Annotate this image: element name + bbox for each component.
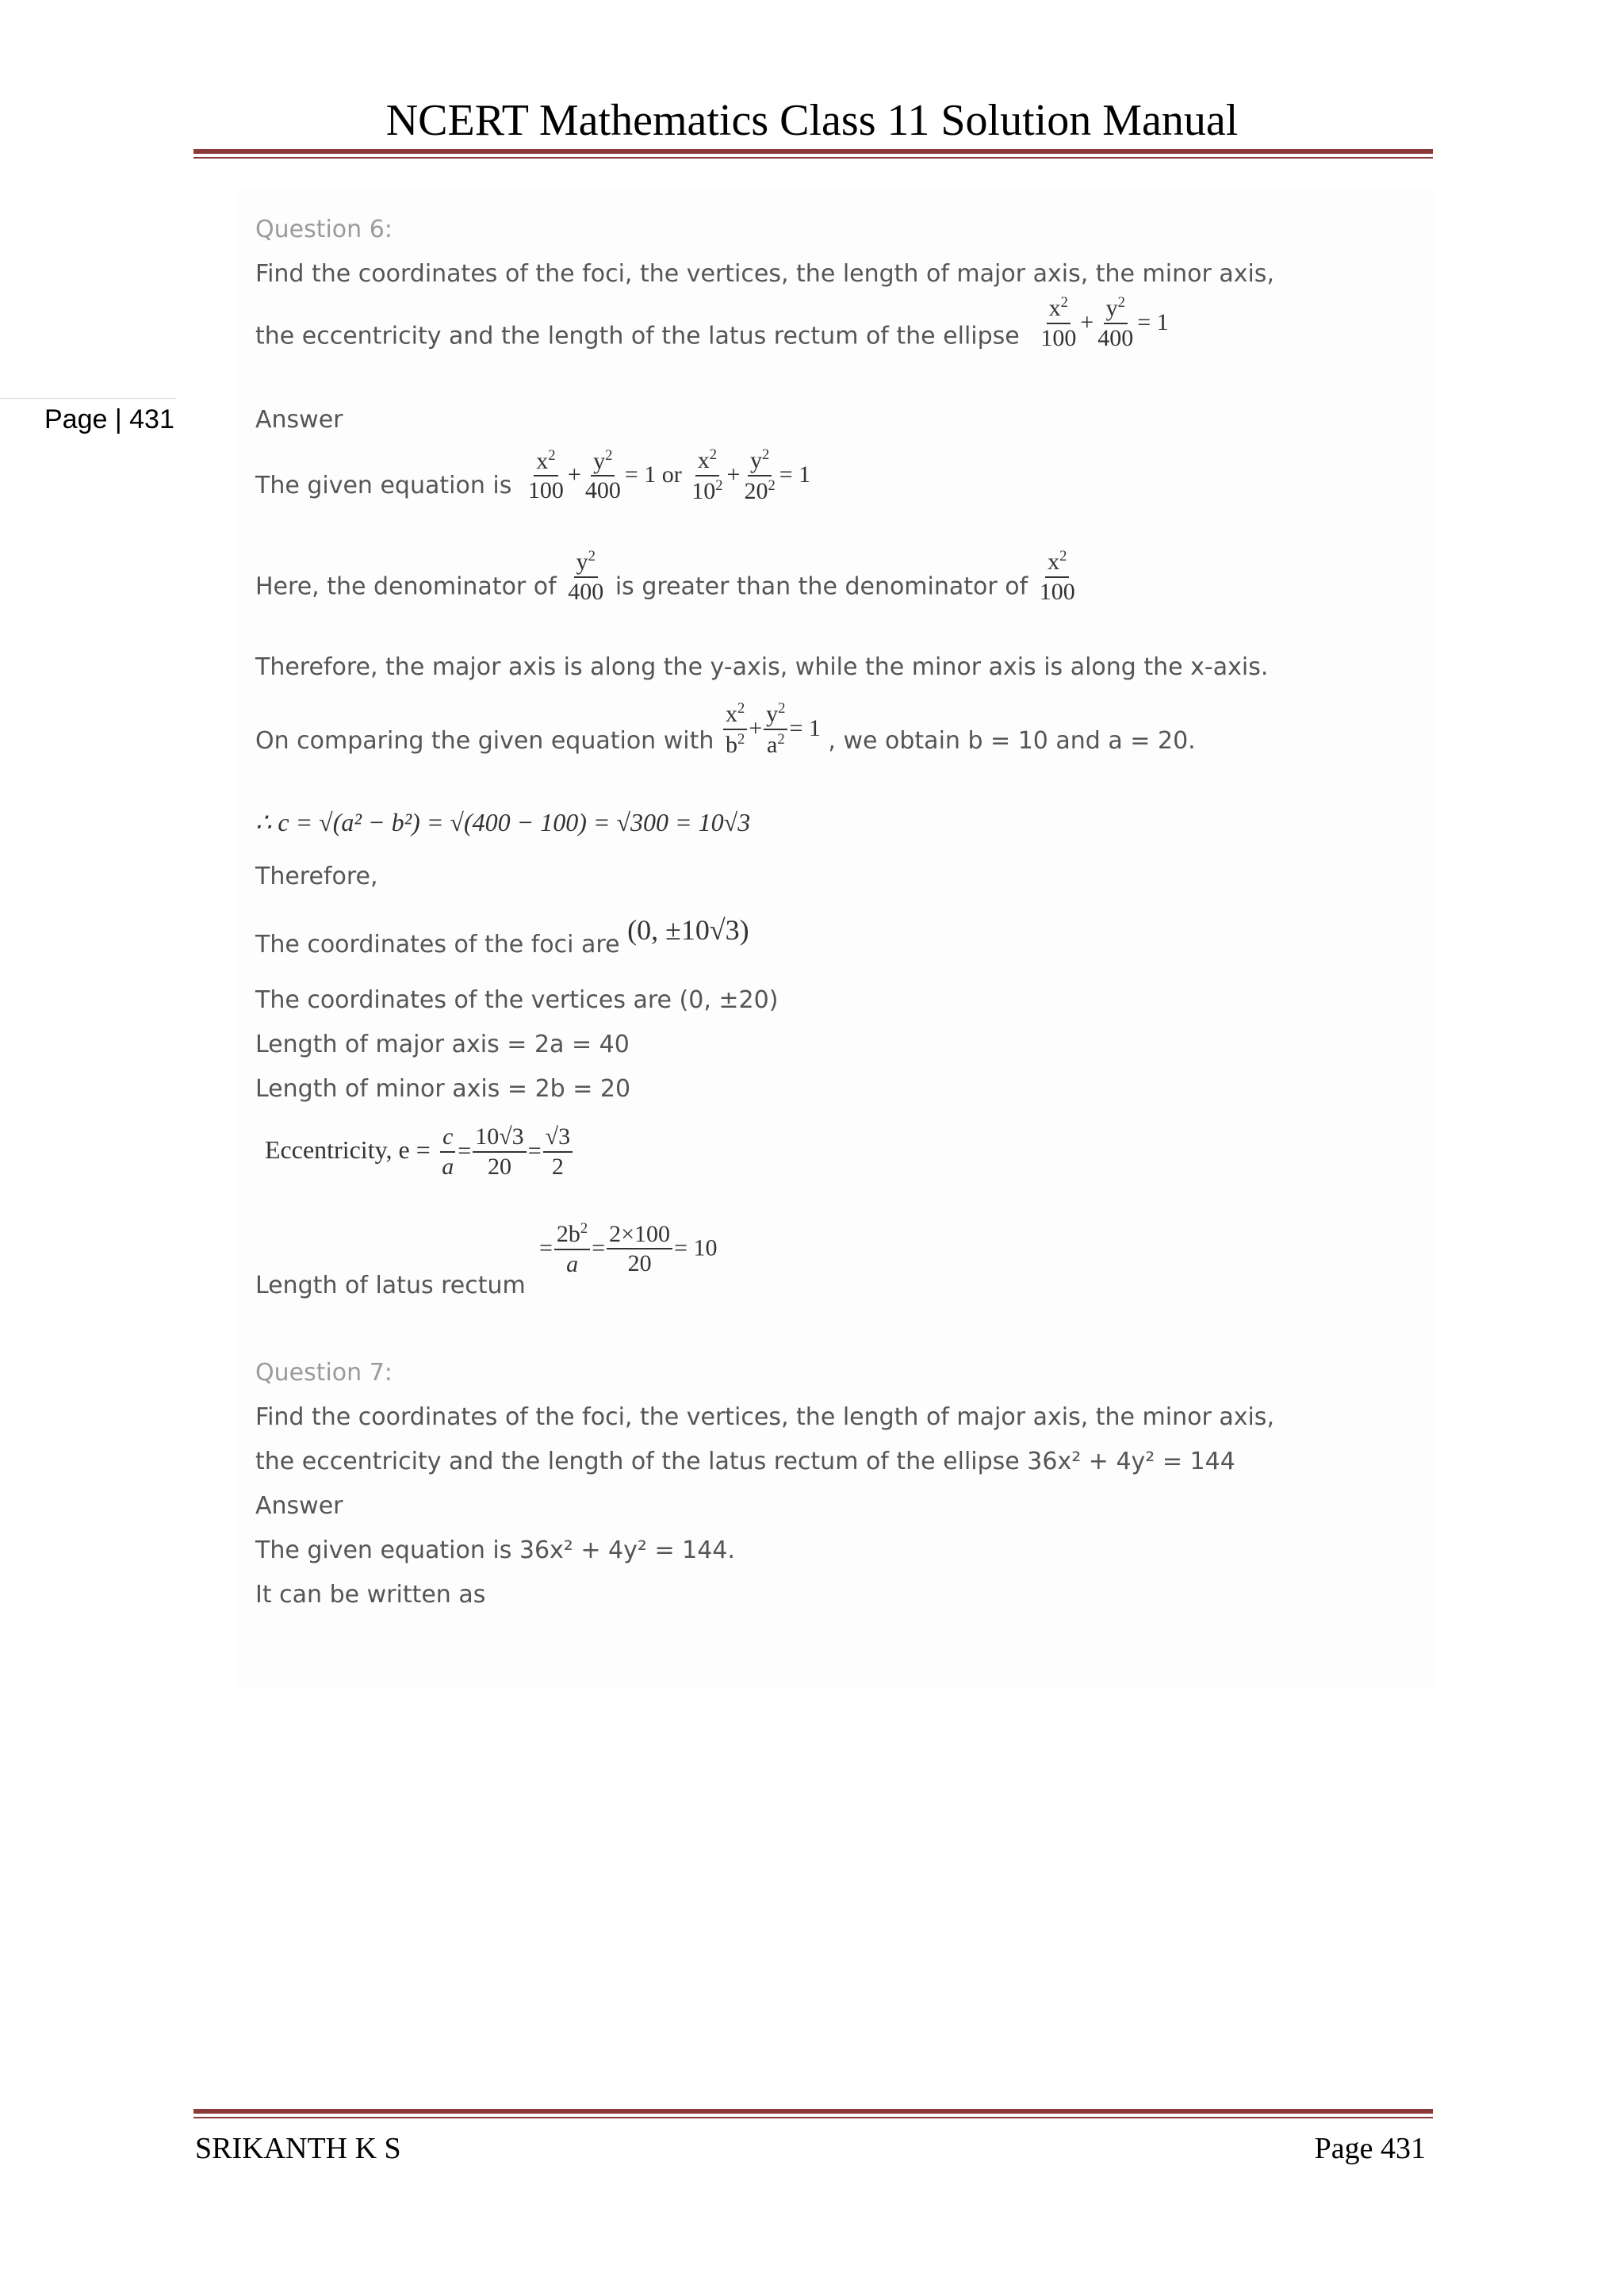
latus-rectum-calculation: = $\frac{2b^2}{a}$ = $\frac{2\times 100}{20}$ = 10 xyxy=(539,1220,718,1277)
minor-axis-length: Length of minor axis = 2b = 20 xyxy=(255,1075,631,1103)
comparison-line: On comparing the given equation with $\frac{x^2}{b^2}$ + $\frac{y^2}{a^2}$ = 1 , we obtain b = 10 and a = 20. xyxy=(255,700,1196,758)
footer-rule xyxy=(193,2109,1433,2114)
sidebar-page-number: Page | 431 xyxy=(44,404,174,434)
question-6-heading: Question 6: xyxy=(255,216,393,243)
question-7-line-1: Find the coordinates of the foci, the vertices, the length of major axis, the minor axis, xyxy=(255,1403,1274,1431)
therefore-label: Therefore, xyxy=(255,863,378,890)
footer-rule-thin xyxy=(193,2117,1433,2118)
sidebar-divider xyxy=(0,398,176,399)
footer-page-number: Page 431 xyxy=(1314,2132,1426,2165)
question-6-line-2: the eccentricity and the length of the latus rectum of the ellipse $\frac{x^2}{100}$ + $\frac{y^2}{400}$ = 1 xyxy=(255,294,1169,351)
major-axis-statement: Therefore, the major axis is along the y-axis, while the minor axis is along the x-axis. xyxy=(255,653,1269,681)
major-axis-length: Length of major axis = 2a = 40 xyxy=(255,1031,630,1058)
question-6-line-1: Find the coordinates of the foci, the vertices, the length of major axis, the minor axis, xyxy=(255,260,1274,288)
foci-line: The coordinates of the foci are (0, ±10√3) xyxy=(255,914,749,959)
latus-rectum-label: Length of latus rectum xyxy=(255,1272,526,1299)
given-equation-line: The given equation is $\frac{x^2}{100}$ + $\frac{y^2}{400}$ = 1 or $\frac{x^2}{10^2}$ + $\frac{y^2}{20^2}$ = 1 xyxy=(255,446,811,504)
denominator-comparison-line: Here, the denominator of $\frac{y^2}{400}$ is greater than the denominator of $\frac{x^2}{100}$ xyxy=(255,548,1075,605)
question-7-written-as: It can be written as xyxy=(255,1581,486,1609)
header-rule-thin xyxy=(193,157,1433,159)
question-7-line-2: the eccentricity and the length of the latus rectum of the ellipse 36x² + 4y² = 144 xyxy=(255,1448,1235,1475)
question-7-given: The given equation is 36x² + 4y² = 144. xyxy=(255,1536,735,1564)
vertices-line: The coordinates of the vertices are (0, ±20) xyxy=(255,986,779,1014)
ellipse-equation: $\frac{x^2}{100}$ + $\frac{y^2}{400}$ = 1 xyxy=(1040,294,1169,351)
c-calculation: ∴ c = √(a² − b²) = √(400 − 100) = √300 = 10√3 xyxy=(255,808,751,836)
eccentricity-line: Eccentricity, e = $\frac{c}{a}$ = $\frac{10√3}{20}$ = $\frac{√3}{2}$ xyxy=(265,1124,574,1179)
question-7-answer-label: Answer xyxy=(255,1492,343,1520)
foci-value: (0, ±10√3) xyxy=(627,914,749,946)
given-equation: $\frac{x^2}{100}$ + $\frac{y^2}{400}$ = 1 or $\frac{x^2}{10^2}$ + $\frac{y^2}{20^2}$ = 1 xyxy=(527,446,811,504)
footer-author: SRIKANTH K S xyxy=(195,2132,401,2165)
document-title: NCERT Mathematics Class 11 Solution Manual xyxy=(385,96,1239,145)
question-7-heading: Question 7: xyxy=(255,1359,393,1387)
header-rule xyxy=(193,149,1433,154)
question-6-answer-label: Answer xyxy=(255,406,343,434)
